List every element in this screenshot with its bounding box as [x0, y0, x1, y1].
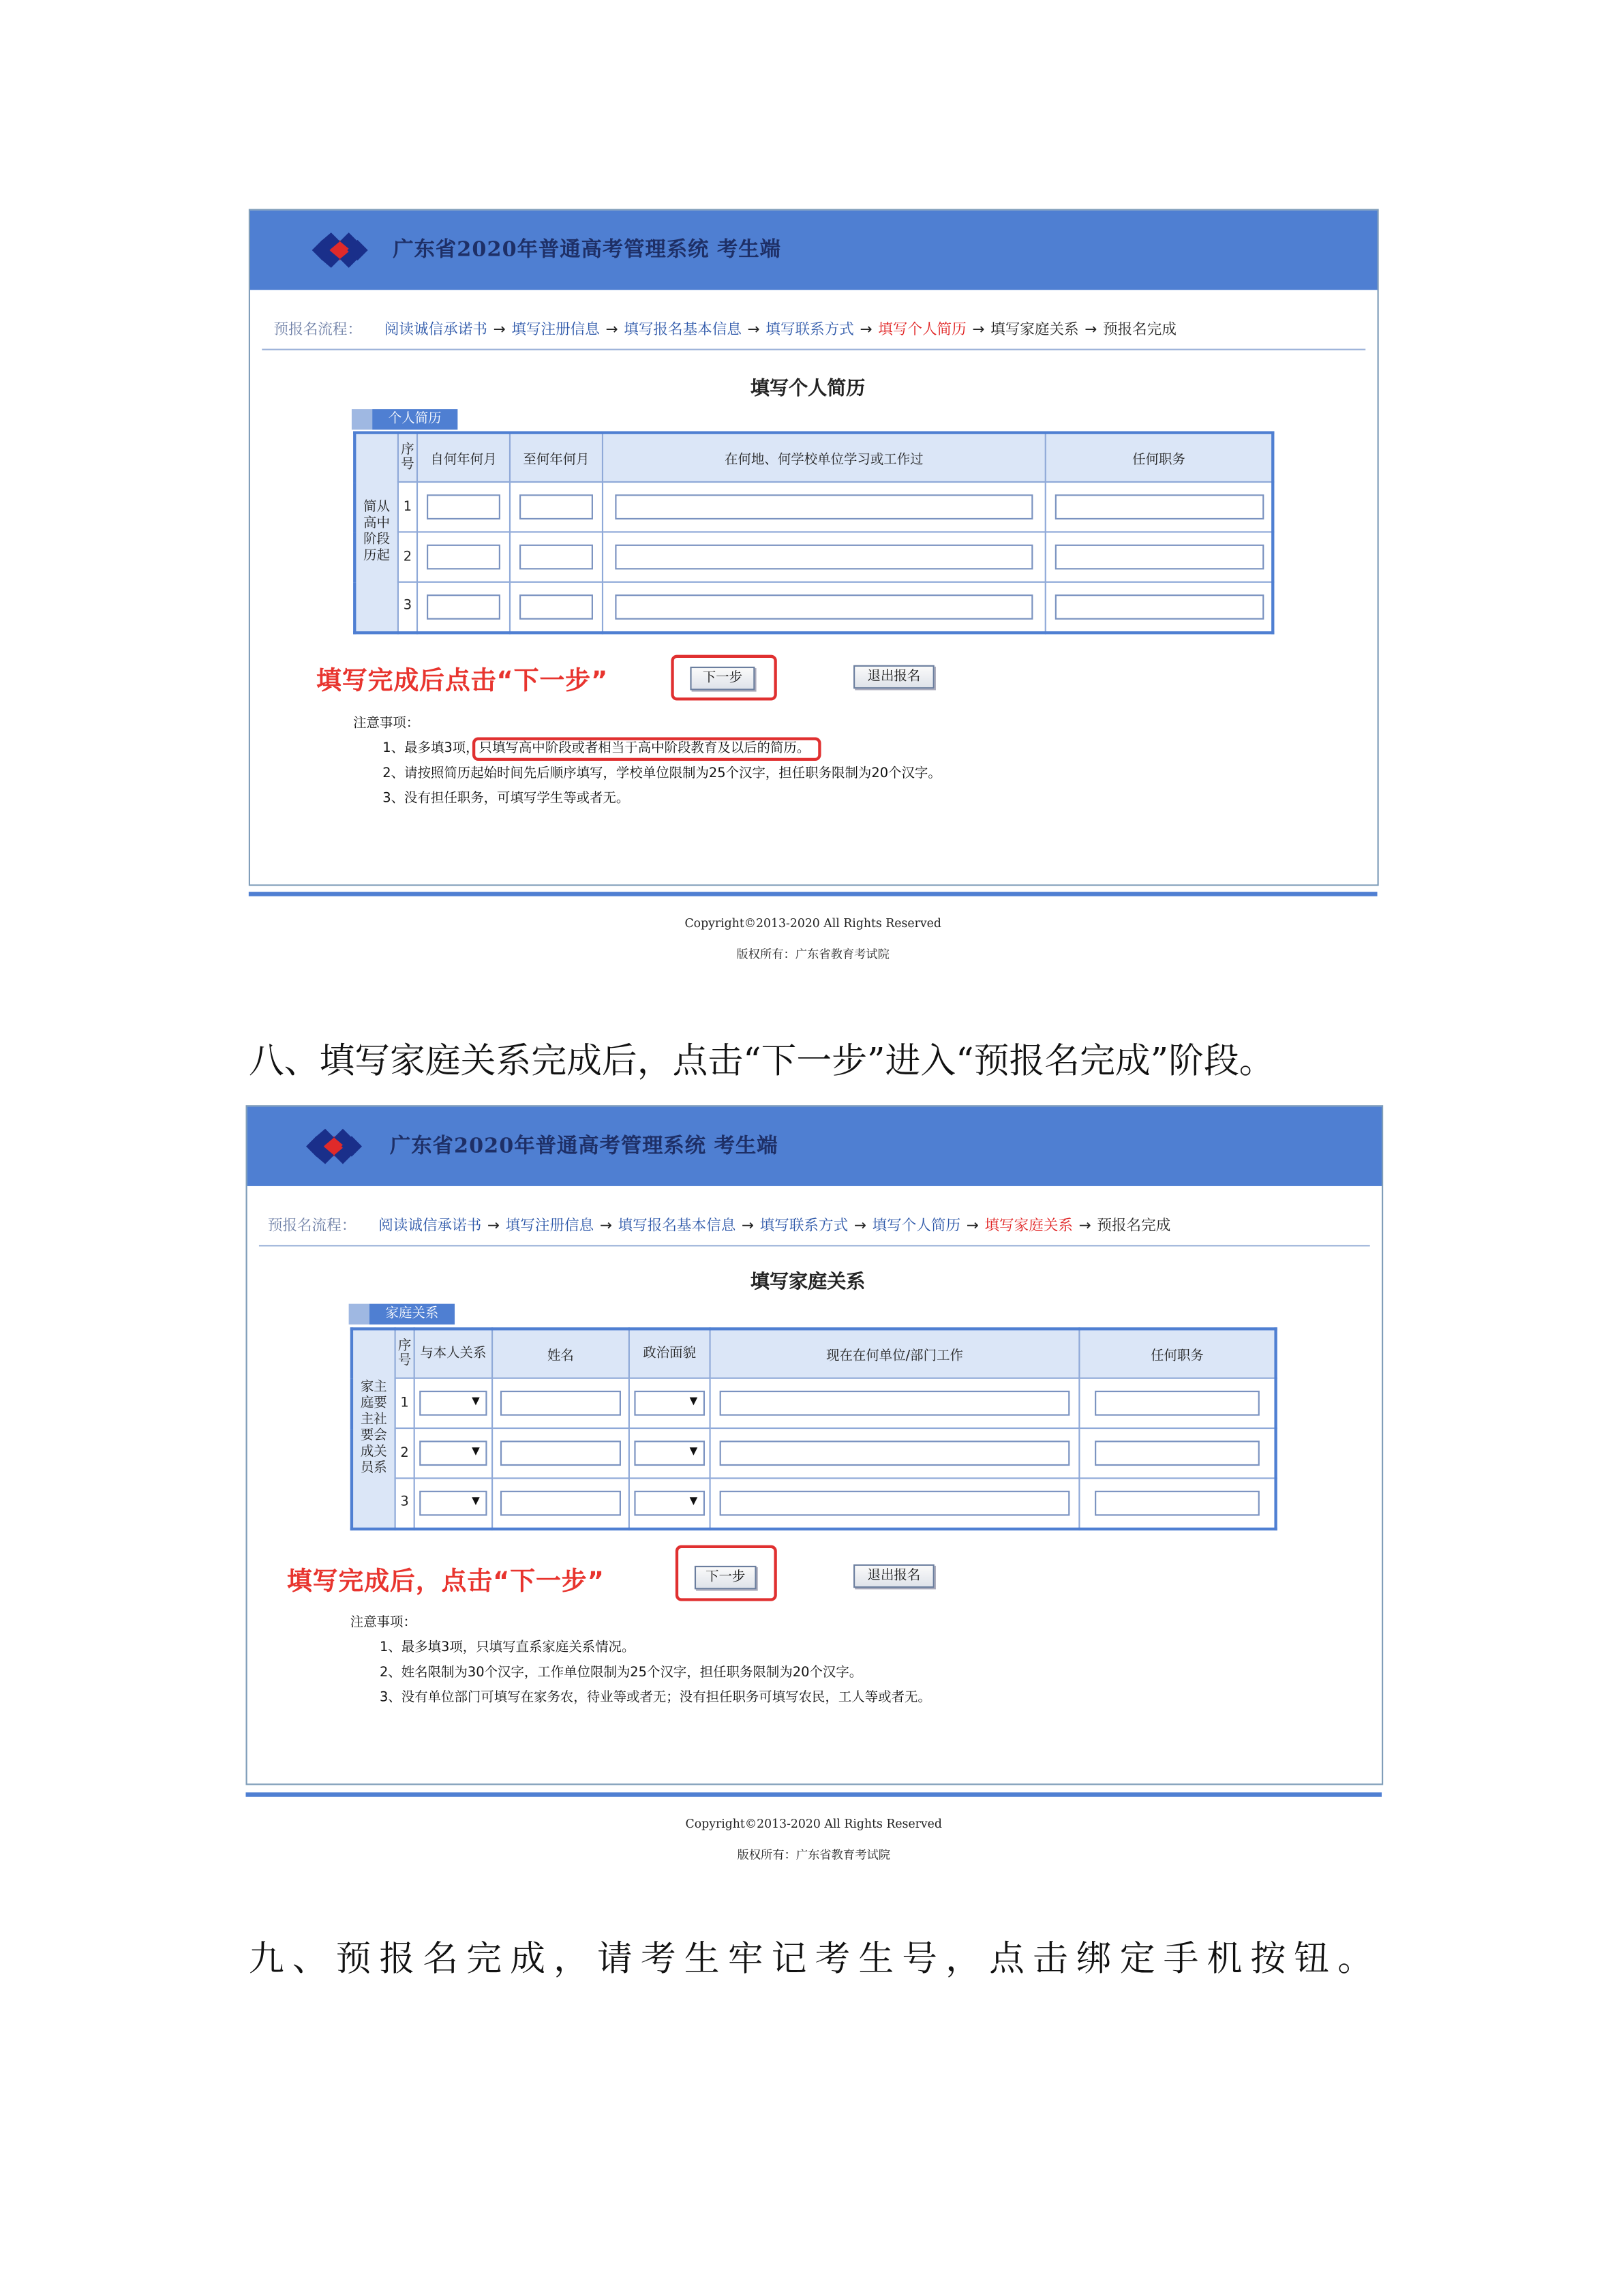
- chevron-down-icon: ▼: [472, 1445, 480, 1457]
- system-header: [247, 1106, 1382, 1186]
- note-2: 2、请按照简历起始时间先后顺序填写，学校单位限制为25个汉字，担任职务限制为20个汉字。: [382, 766, 941, 782]
- from-input[interactable]: [427, 494, 500, 519]
- from-input[interactable]: [427, 545, 500, 570]
- col-name: 姓名: [492, 1329, 629, 1378]
- table-row: [352, 1478, 1276, 1528]
- chevron-down-icon: ▼: [689, 1395, 698, 1407]
- position-input[interactable]: [1055, 494, 1264, 519]
- chevron-down-icon: ▼: [689, 1494, 698, 1507]
- next-button[interactable]: 下一步: [690, 667, 755, 691]
- name-input[interactable]: [500, 1440, 621, 1466]
- table-side-text: 家主 庭要 主社 要会 成关 员系: [360, 1380, 387, 1476]
- workplace-input[interactable]: [720, 1490, 1070, 1515]
- note-1: 1、最多填3项，只填写直系家庭关系情况。: [379, 1640, 635, 1656]
- form-title: 填写个人简历: [750, 378, 866, 401]
- from-input[interactable]: [427, 594, 500, 620]
- flow-step-pledge[interactable]: 阅读诚信承诺书: [378, 1218, 482, 1235]
- flow-step-resume: 填写个人简历: [878, 322, 967, 339]
- system-title: 广东省2020年普通高考管理系统 考生端: [390, 1134, 778, 1158]
- exit-button[interactable]: 退出报名: [853, 665, 935, 689]
- section-tab: [349, 1304, 467, 1325]
- to-input[interactable]: [519, 594, 593, 620]
- note-3: 3、没有担任职务，可填写学生等或者无。: [382, 791, 630, 806]
- to-input[interactable]: [519, 494, 593, 519]
- flow-step-register[interactable]: 填写注册信息: [505, 1218, 594, 1235]
- callout-text: 填写完成后，点击“下一步”: [286, 1567, 605, 1597]
- flow-step-complete: 预报名完成: [1097, 1218, 1171, 1235]
- resume-table: [353, 431, 1274, 633]
- system-title: 广东省2020年普通高考管理系统 考生端: [393, 238, 781, 262]
- note-3: 3、没有单位部门可填写在家务农，待业等或者无；没有担任职务可填写农民，工人等或者无。: [379, 1691, 931, 1706]
- chevron-down-icon: ▼: [472, 1395, 480, 1407]
- political-select[interactable]: [634, 1490, 705, 1515]
- chevron-down-icon: ▼: [689, 1445, 698, 1457]
- flow-step-contact[interactable]: 填写联系方式: [765, 322, 854, 339]
- row-index: 1: [398, 482, 417, 532]
- form-title: 填写家庭关系: [750, 1271, 866, 1294]
- workplace-input[interactable]: [720, 1391, 1070, 1416]
- row-index: 1: [395, 1378, 414, 1428]
- table-side-label: [354, 433, 398, 633]
- row-index: 2: [395, 1428, 414, 1478]
- row-index: 3: [395, 1478, 414, 1528]
- position-input[interactable]: [1095, 1490, 1260, 1515]
- table-row: [354, 532, 1273, 581]
- table-row: [352, 1378, 1276, 1428]
- political-select[interactable]: [634, 1440, 705, 1466]
- flow-step-pledge[interactable]: 阅读诚信承诺书: [384, 322, 487, 339]
- col-position: 任何职务: [1079, 1329, 1275, 1378]
- position-input[interactable]: [1095, 1440, 1260, 1466]
- table-side-text: 简从 高中 阶段 历起: [363, 500, 391, 564]
- system-header: [250, 211, 1378, 290]
- col-political: 政治面貌: [629, 1329, 710, 1378]
- table-header-row: [352, 1329, 1276, 1378]
- flow-label: 预报名流程：: [273, 322, 363, 339]
- political-select[interactable]: [634, 1391, 705, 1416]
- flow-breadcrumb: 预报名流程： 阅读诚信承诺书 → 填写注册信息 → 填写报名基本信息 → 填写联系方式 → 填写个人简历 → 填写家庭关系 → 预报名完成: [273, 322, 1177, 339]
- paragraph-8: 八、填写家庭关系完成后，点击“下一步”进入“预报名完成”阶段。: [248, 1040, 1275, 1082]
- col-to: 至何年何月: [510, 433, 603, 482]
- copyright: Copyright©2013-2020 All Rights Reserved: [684, 916, 941, 931]
- footer-line: [246, 1792, 1382, 1796]
- flow-step-contact[interactable]: 填写联系方式: [759, 1218, 849, 1235]
- flow-step-family: 填写家庭关系: [984, 1218, 1073, 1235]
- name-input[interactable]: [500, 1391, 621, 1416]
- table-side-label: [352, 1329, 395, 1528]
- relation-select[interactable]: [419, 1490, 487, 1515]
- chevron-down-icon: ▼: [472, 1494, 480, 1507]
- screenshot-family: [246, 1105, 1384, 1785]
- workplace-input[interactable]: [720, 1440, 1070, 1466]
- logo-diamond-icon: [306, 1129, 362, 1164]
- family-table: [350, 1327, 1277, 1530]
- flow-step-basic-info[interactable]: 填写报名基本信息: [624, 322, 742, 339]
- row-index: 3: [398, 582, 417, 632]
- col-relation: 与本人关系: [414, 1329, 492, 1378]
- copyright: Copyright©2013-2020 All Rights Reserved: [685, 1817, 942, 1831]
- col-workplace: 现在在何单位/部门工作: [710, 1329, 1080, 1378]
- notes-title: 注意事项：: [353, 716, 420, 731]
- table-row: [354, 482, 1273, 532]
- note-2: 2、姓名限制为30个汉字，工作单位限制为25个汉字，担任职务限制为20个汉字。: [379, 1665, 863, 1681]
- flow-step-complete: 预报名完成: [1103, 322, 1177, 339]
- notes: [353, 712, 941, 813]
- place-input[interactable]: [615, 545, 1033, 570]
- callout-text: 填写完成后点击“下一步”: [316, 666, 609, 697]
- note-1-boxed: 只填写高中阶段或者相当于高中阶段教育及以后的简历。: [479, 741, 810, 757]
- relation-select[interactable]: [419, 1440, 487, 1466]
- copyright-owner: 版权所有：广东省教育考试院: [736, 948, 890, 961]
- table-header-row: [354, 433, 1273, 482]
- section-tab: [352, 409, 470, 429]
- flow-step-basic-info[interactable]: 填写报名基本信息: [618, 1218, 736, 1235]
- position-input[interactable]: [1055, 545, 1264, 570]
- highlight-box: [473, 738, 822, 761]
- place-input[interactable]: [615, 594, 1033, 620]
- exit-button[interactable]: 退出报名: [853, 1565, 935, 1588]
- col-index: 序号: [395, 1329, 414, 1378]
- divider: [259, 1245, 1370, 1246]
- flow-breadcrumb: 预报名流程： 阅读诚信承诺书 → 填写注册信息 → 填写报名基本信息 → 填写联系方式 → 填写个人简历 → 填写家庭关系 → 预报名完成: [267, 1218, 1171, 1235]
- table-row: [354, 582, 1273, 632]
- next-button[interactable]: 下一步: [695, 1566, 757, 1590]
- position-input[interactable]: [1095, 1391, 1260, 1416]
- notes: [350, 1612, 931, 1712]
- screenshot-resume: [249, 209, 1379, 886]
- place-input[interactable]: [615, 494, 1033, 519]
- flow-step-family: 填写家庭关系: [990, 322, 1079, 339]
- flow-step-resume[interactable]: 填写个人简历: [872, 1218, 961, 1235]
- tab-family: 家庭关系: [369, 1304, 455, 1325]
- logo-diamond-icon: [312, 232, 368, 268]
- col-place: 在何地、何学校单位学习或工作过: [603, 433, 1046, 482]
- name-input[interactable]: [500, 1490, 621, 1515]
- to-input[interactable]: [519, 545, 593, 570]
- footer-line: [249, 892, 1378, 896]
- row-index: 2: [398, 532, 417, 581]
- copyright-owner: 版权所有：广东省教育考试院: [737, 1848, 891, 1862]
- paragraph-9: 九、预报名完成，请考生牢记考生号，点击绑定手机按钮。: [248, 1938, 1382, 1980]
- col-position: 任何职务: [1046, 433, 1273, 482]
- col-from: 自何年何月: [417, 433, 510, 482]
- col-index: 序号: [398, 433, 417, 482]
- relation-select[interactable]: [419, 1391, 487, 1416]
- notes-title: 注意事项：: [350, 1616, 416, 1631]
- tab-resume: 个人简历: [372, 409, 457, 429]
- flow-label: 预报名流程：: [267, 1218, 357, 1235]
- flow-step-register[interactable]: 填写注册信息: [511, 322, 600, 339]
- divider: [262, 349, 1365, 350]
- note-1: 1、最多填3项，只填写高中阶段或者相当于高中阶段教育及以后的简历。: [382, 738, 941, 763]
- position-input[interactable]: [1055, 594, 1264, 620]
- table-row: [352, 1428, 1276, 1478]
